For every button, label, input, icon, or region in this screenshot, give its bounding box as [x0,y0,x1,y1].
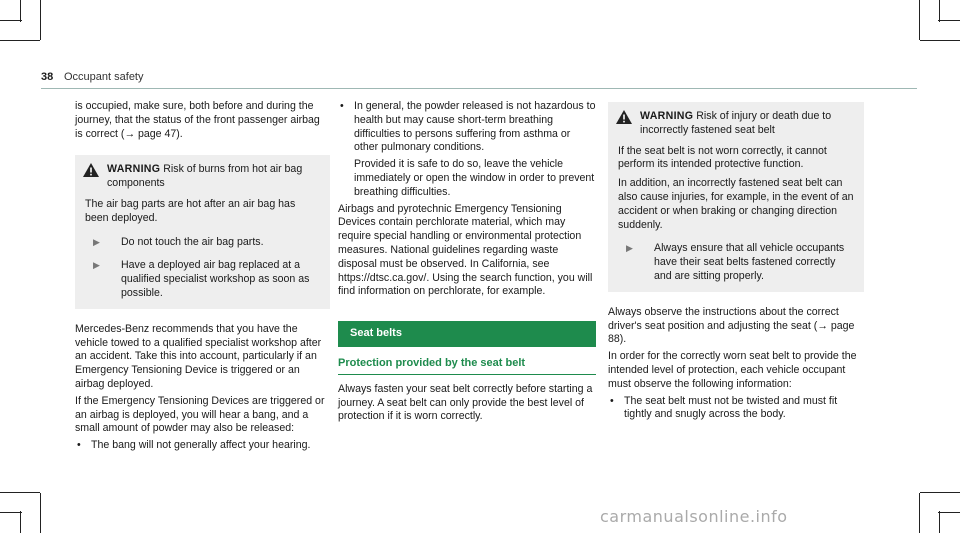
crop-mark [0,40,40,41]
warning-body: The air bag parts are hot after an air bag has been deployed. [85,197,296,224]
list-item-text: The bang will not generally affect your hearing. [91,439,311,452]
column-3 [608,100,864,422]
column-2 [338,100,596,427]
bullet-icon: • [340,100,344,112]
bullet-icon: • [77,439,81,452]
intro-paragraph: is occupied, make sure, both before and during the journey, that the status of the front passenger airbag is correct (→ page 47). [75,100,320,140]
warning-body: In addition, an incorrectly fastened seat belt can also cause injuries, for example, in the event of an accident or when braking or changing direction suddenly. [618,177,854,231]
step-arrow-icon: ▶ [626,243,633,254]
warning-step [618,242,854,283]
crop-mark [939,511,940,533]
warning-header [618,110,854,138]
warning-title: Risk of injury or death due to incorrectly fastened seat belt [640,110,832,136]
list-item-text: In general, the powder released is not hazardous to health but may cause short-term breathing difficulties to persons suffering from asthma or other pulmonary conditions. [354,100,596,154]
crop-mark [919,0,920,40]
list-item-followup: Provided it is safe to do so, leave the vehicle immediately or open the window in order to prevent breathing difficulties. [354,158,595,198]
crop-mark [938,512,960,513]
paragraph: Always observe the instructions about the correct driver's seat position and adjusting the seat (→ page 88). [608,305,855,346]
subsection-heading: Protection provided by the seat belt [338,357,596,375]
warning-box-burns [75,155,330,308]
list-item [608,395,864,423]
paragraph: Airbags and pyrotechnic Emergency Tensioning Devices contain perchlorate material, which may require special handling or environmental protection measures. National guidelines regarding waste disposal must be observed. In California, see https://dtsc.ca.gov/. Using the search function, you will find information on perchlorate, for example. [338,202,593,298]
step-arrow-icon: ▶ [93,236,100,247]
warning-step-text: Always ensure that all vehicle occupants have their seat belts fastened correctly and are sitting properly. [654,242,845,282]
warning-step-text: Have a deployed air bag replaced at a qualified specialist workshop as soon as possible. [121,259,310,299]
warning-heading [640,110,854,138]
warning-label: WARNING [107,163,161,176]
crop-mark [0,492,40,493]
warning-step-text: Do not touch the air bag parts. [121,235,264,248]
warning-heading [107,163,320,191]
step-arrow-icon: ▶ [93,260,100,271]
warning-label: WARNING [640,110,694,122]
crop-mark [939,0,940,22]
paragraph: Always fasten your seat belt correctly before starting a journey. A seat belt can only provide the best level of protection if it is worn correctly. [338,382,593,423]
warning-triangle-icon [83,163,101,182]
crop-mark [40,0,41,40]
crop-mark [938,20,960,21]
watermark: carmanualsonline.info [600,507,788,526]
crop-mark [20,0,21,22]
list-item-text: The seat belt must not be twisted and must fit tightly and snugly across the body. [624,394,838,421]
crop-mark [0,512,22,513]
section-banner: Seat belts [338,321,596,347]
list-item [338,100,596,203]
header-divider [41,88,917,89]
column-1 [75,100,330,453]
warning-triangle-icon [616,110,634,129]
paragraph: Mercedes-Benz recommends that you have the vehicle towed to a qualified specialist workshop after an accident. Take this into account, particularly if an Emergency Tensioning Device is triggered or an airbag deployed. [75,322,322,390]
warning-header [85,163,320,191]
crop-mark [20,511,21,533]
crop-mark [920,40,960,41]
warning-step [85,259,320,300]
list-item [75,439,330,453]
crop-mark [40,493,41,533]
paragraph: If the Emergency Tensioning Devices are triggered or an airbag is deployed, you will hear a bang, and a small amount of powder may also be released: [75,394,325,435]
warning-step [85,236,320,250]
page-number: 38 [41,71,54,83]
bullet-icon: • [610,394,614,407]
crop-mark [920,492,960,493]
paragraph: In order for the correctly worn seat belt to provide the intended level of protection, each vehicle occupant must observe the following information: [608,350,857,390]
warning-title: Risk of burns from hot air bag components [107,163,303,190]
warning-box-seat-belt [608,102,864,292]
crop-mark [919,493,920,533]
warning-body: If the seat belt is not worn correctly, it cannot perform its intended protective function. [618,144,827,171]
list-item-content [354,100,596,203]
crop-mark [0,20,22,21]
page-header-title: Occupant safety [64,71,144,83]
